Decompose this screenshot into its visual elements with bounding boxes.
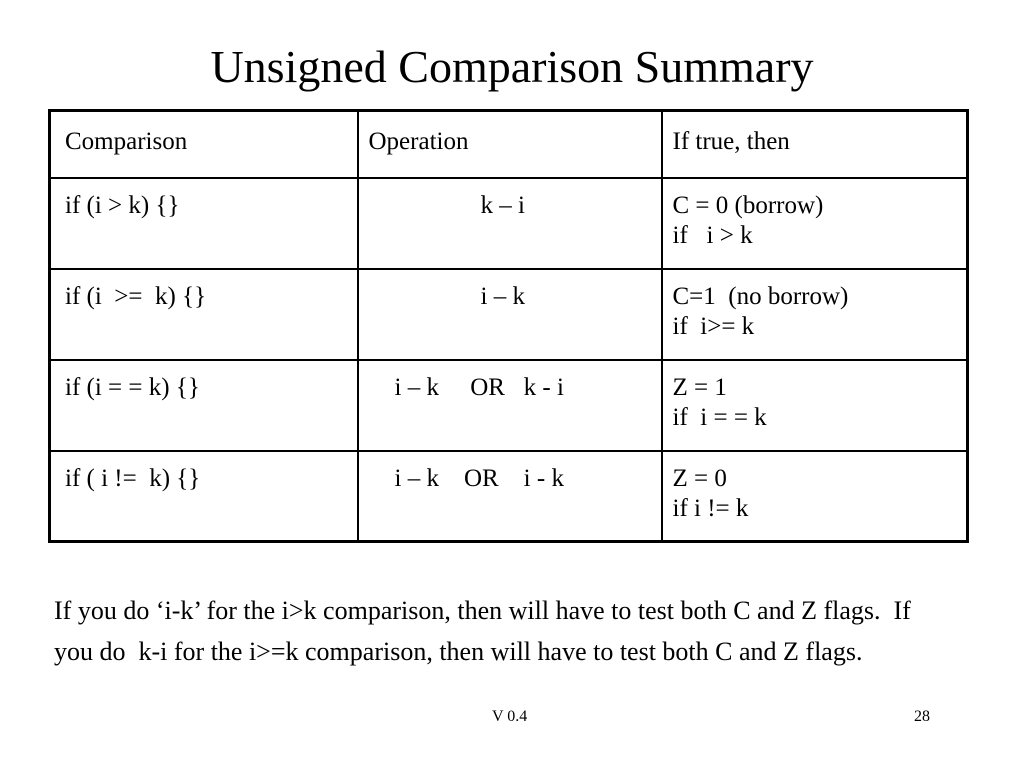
result-condition: if i != k [672,494,749,522]
result-condition: if i = = k [672,403,767,431]
comparison-text: if (i > k) {} [65,191,180,219]
table-header-row [50,111,968,178]
page-number: 28 [914,708,930,725]
comparison-text: if (i = = k) {} [65,373,200,401]
result-cell [662,178,968,269]
table-row [50,451,968,542]
header-operation: Operation [358,111,662,178]
explanation-note: If you do ‘i-k’ for the i>k comparison, then will have to test both C and Z flags. If you do k-i for the i>=k comparison, then will have to test both C and Z flags. [54,596,918,666]
table-row [50,360,968,451]
table-row [50,269,968,360]
version-label: V 0.4 [492,708,528,725]
result-condition: if i>= k [672,312,755,340]
comparison-table [48,109,969,543]
operation-text: i – k OR k - i [394,373,564,401]
result-cell [662,451,968,542]
header-comparison: Comparison [50,111,358,178]
comparison-cell [50,178,358,269]
comparison-cell [50,269,358,360]
operation-cell [358,360,662,451]
slide-title: Unsigned Comparison Summary [210,41,814,92]
comparison-cell [50,360,358,451]
operation-cell [358,178,662,269]
result-flag: C=1 (no borrow) [672,282,849,310]
operation-text: i – k [480,282,525,310]
result-condition: if i > k [672,221,753,249]
result-flag: C = 0 (borrow) [672,191,824,219]
result-flag: Z = 1 [672,373,727,401]
operation-cell [358,451,662,542]
result-cell [662,360,968,451]
comparison-text: if (i >= k) {} [65,282,207,310]
operation-text: k – i [480,191,525,219]
result-cell [662,269,968,360]
operation-text: i – k OR i - k [394,464,564,492]
header-if-true-then: If true, then [662,111,968,178]
table-row [50,178,968,269]
operation-cell [358,269,662,360]
result-flag: Z = 0 [672,464,727,492]
comparison-text: if ( i != k) {} [65,464,201,492]
comparison-cell [50,451,358,542]
